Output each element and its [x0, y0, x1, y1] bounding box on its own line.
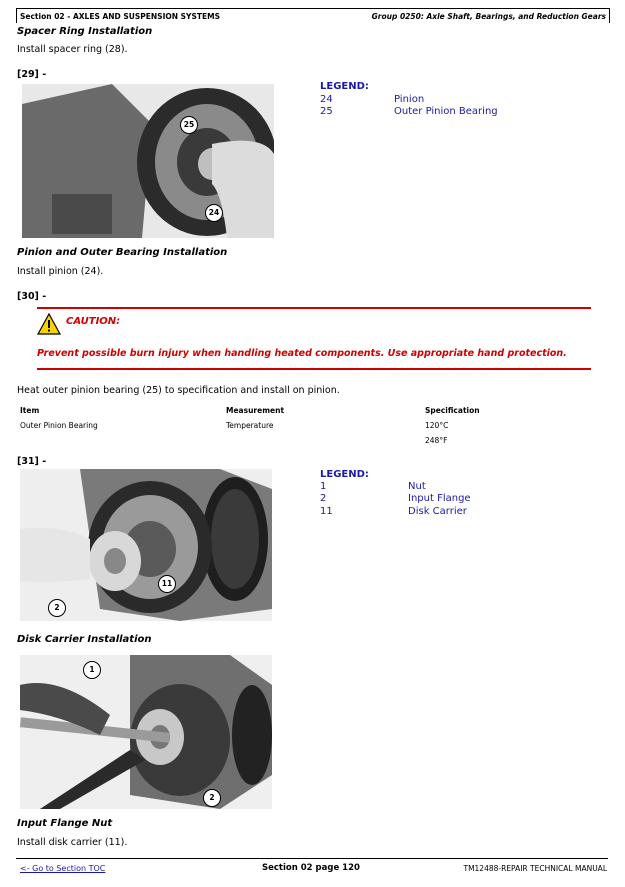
legend-title: LEGEND: [320, 81, 369, 92]
pinion-bearing-photo [22, 84, 274, 238]
callout-2: 2 [48, 599, 66, 617]
flange-title: Input Flange Nut [17, 818, 113, 829]
pinion-text: Install pinion (24). [17, 266, 104, 277]
callout-2: 2 [203, 789, 221, 807]
caution-title: CAUTION: [66, 316, 121, 327]
callout-25: 25 [180, 116, 198, 134]
table-cell-spec-f: 248°F [425, 436, 448, 445]
legend-name: Nut [408, 481, 426, 492]
page-number: Section 02 page 120 [262, 863, 360, 873]
section-toc-link[interactable]: <- Go to Section TOC [20, 864, 106, 873]
callout-11: 11 [158, 575, 176, 593]
disk-carrier-photo [20, 469, 272, 621]
heat-text: Heat outer pinion bearing (25) to specification and install on pinion. [17, 385, 340, 396]
legend-name: Outer Pinion Bearing [394, 106, 498, 117]
legend-num: 11 [320, 506, 333, 517]
input-flange-photo [20, 655, 272, 809]
page-header [16, 8, 610, 23]
callout-24: 24 [205, 204, 223, 222]
legend-num: 2 [320, 493, 327, 504]
pinion-title: Pinion and Outer Bearing Installation [17, 247, 228, 258]
legend-name: Pinion [394, 94, 425, 105]
header-group: Group 0250: Axle Shaft, Bearings, and Reduction Gears [371, 12, 606, 21]
caution-top-rule [37, 307, 591, 309]
step-29-label: [29] - [17, 69, 47, 80]
spacer-text: Install spacer ring (28). [17, 44, 128, 55]
flange-text: Install disk carrier (11). [17, 837, 128, 848]
caution-text: Prevent possible burn injury when handling heated components. Use appropriate hand protection. [37, 348, 567, 359]
table-cell-spec-c: 120°C [425, 421, 449, 430]
legend-title: LEGEND: [320, 469, 369, 480]
caution-bottom-rule [37, 368, 591, 370]
table-header-measurement: Measurement [226, 406, 285, 415]
manual-title: TM12488-REPAIR TECHNICAL MANUAL [463, 864, 607, 873]
spacer-title: Spacer Ring Installation [17, 26, 153, 37]
legend-num: 1 [320, 481, 327, 492]
legend-name: Disk Carrier [408, 506, 467, 517]
legend-num: 24 [320, 94, 333, 105]
step-30-label: [30] - [17, 291, 47, 302]
footer-rule [16, 858, 608, 859]
table-header-item: Item [20, 406, 40, 415]
table-cell-item: Outer Pinion Bearing [20, 421, 98, 430]
legend-name: Input Flange [408, 493, 471, 504]
header-section: Section 02 - AXLES AND SUSPENSION SYSTEMS [20, 12, 220, 21]
callout-1: 1 [83, 661, 101, 679]
table-cell-measurement: Temperature [226, 421, 274, 430]
legend-num: 25 [320, 106, 333, 117]
caution-icon [37, 313, 61, 335]
disk-title: Disk Carrier Installation [17, 634, 152, 645]
table-header-spec: Specification [425, 406, 480, 415]
step-31-label: [31] - [17, 456, 47, 467]
